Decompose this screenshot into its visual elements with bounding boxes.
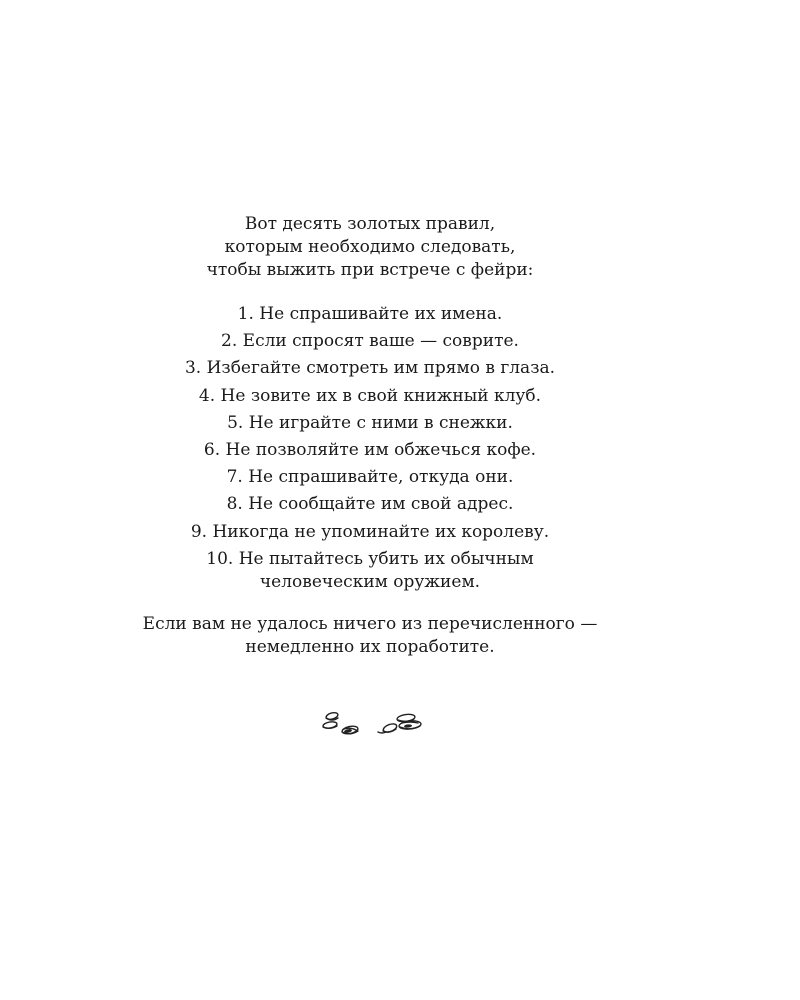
rule-item-7: 7. Не спрашивайте, откуда они. — [226, 467, 514, 488]
rule-item-3: 3. Избегайте смотреть им прямо в глаза. — [184, 358, 556, 379]
outro-text — [0, 613, 740, 659]
intro-line-2: которым необходимо следовать, — [224, 237, 516, 257]
rule-item-4: 4. Не зовите их в свой книжный клуб. — [198, 385, 542, 406]
rule-item-6: 6. Не позволяйте им обжечься кофе. — [203, 440, 537, 461]
rule-item-1: 1. Не спрашивайте их имена. — [237, 304, 503, 324]
intro-line-3: чтобы выжить при встрече с фейри: — [206, 260, 534, 280]
intro-text — [0, 213, 740, 282]
intro-line-1: Вот десять золотых правил, — [244, 214, 496, 234]
rule-item-5: 5. Не играйте с ними в снежки. — [227, 412, 513, 433]
rule-10-line-1: 10. Не пытайтесь убить их обычным — [206, 548, 534, 569]
outro-line-2: немедленно их поработите. — [245, 637, 495, 657]
ornament-swirls-icon — [318, 708, 426, 740]
rule-item-8: 8. Не сообщайте им свой адрес. — [226, 494, 514, 515]
outro-line-1: Если вам не удалось ничего из перечисленного — — [142, 614, 598, 634]
rule-item-9: 9. Никогда не упоминайте их королеву. — [190, 521, 550, 542]
rules-list — [0, 301, 740, 594]
rule-item-10 — [0, 548, 740, 594]
rule-10-line-2: человеческим оружием. — [259, 571, 481, 592]
rule-item-2: 2. Если спросят ваше — соврите. — [221, 331, 519, 352]
